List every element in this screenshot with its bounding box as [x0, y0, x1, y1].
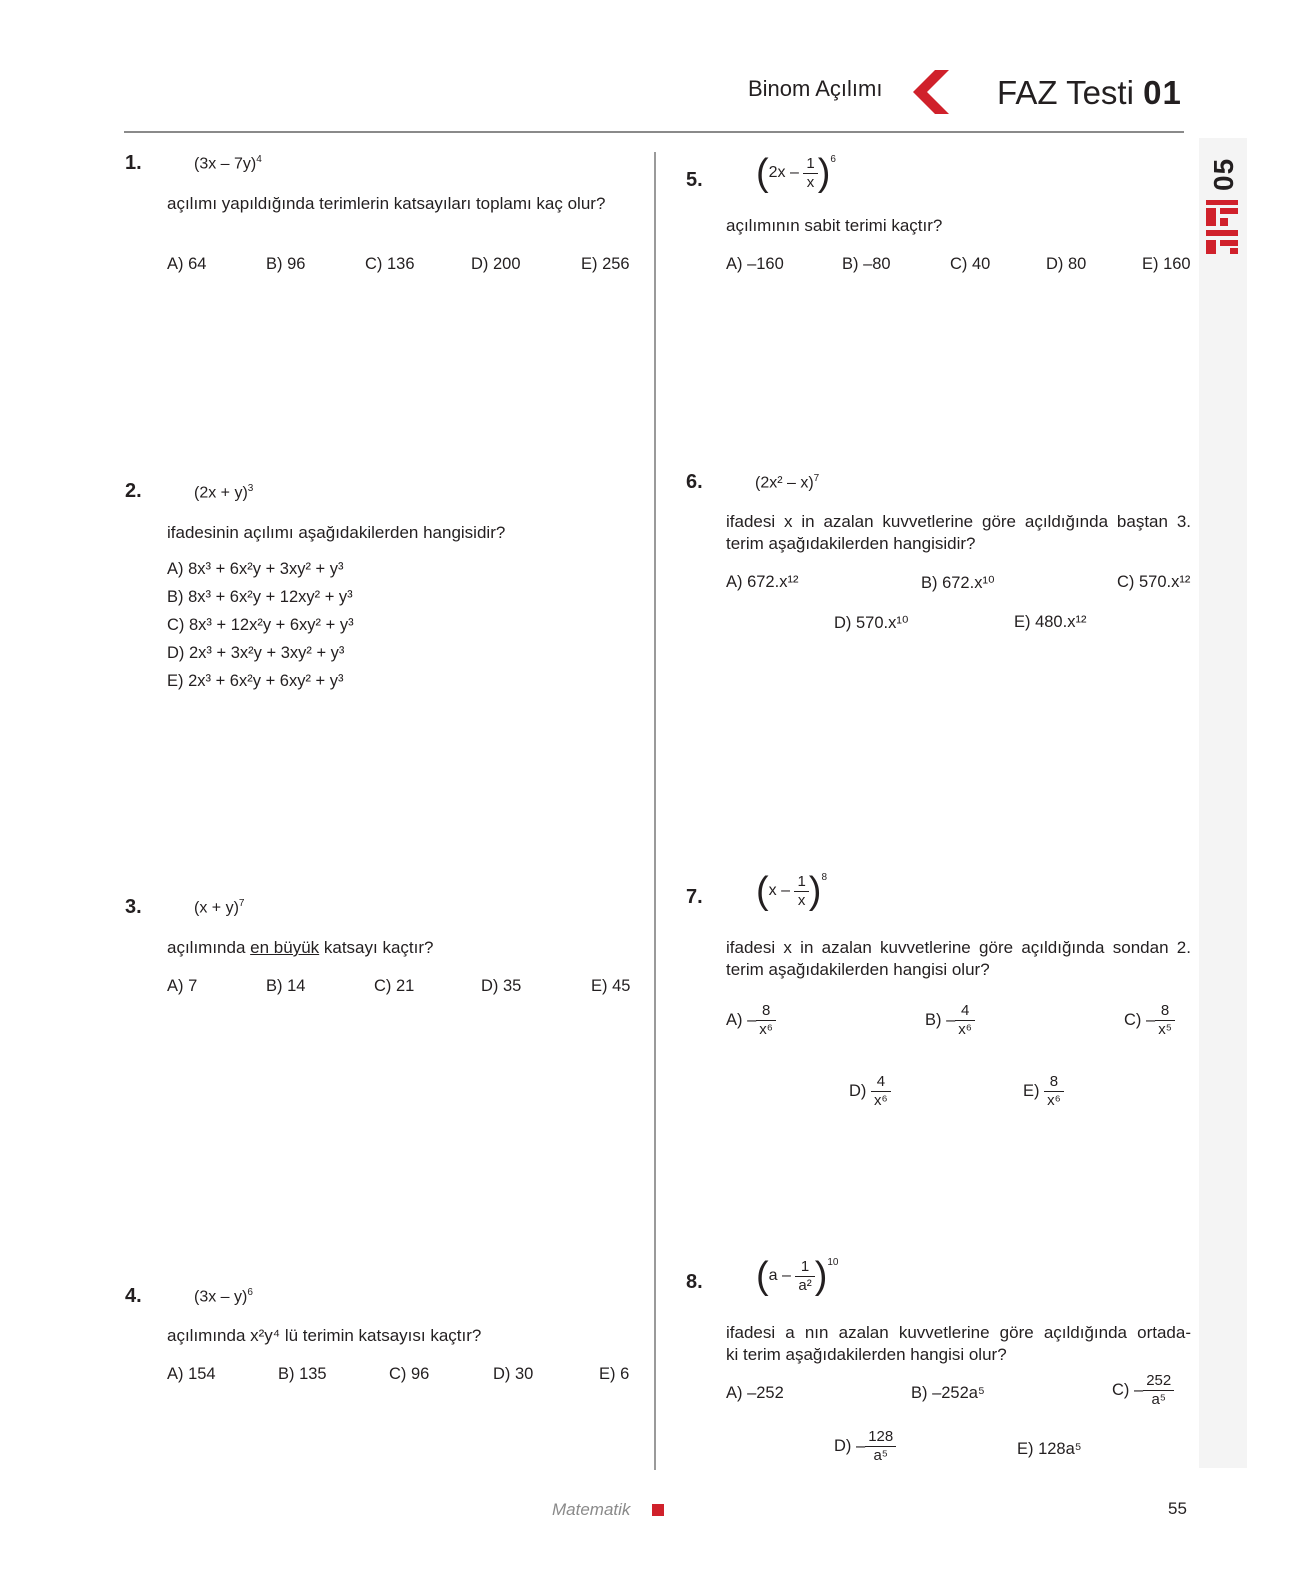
question-expression: [756, 1257, 838, 1295]
option-d[interactable]: D) 80: [1046, 255, 1087, 273]
option-b[interactable]: [925, 1002, 975, 1039]
expr-exponent: 7: [813, 473, 820, 484]
option-a[interactable]: A) 64: [167, 255, 207, 273]
question-number: 8.: [686, 1271, 703, 1293]
option-sign: –: [1134, 1380, 1144, 1399]
option-sign: –: [1146, 1010, 1156, 1029]
expr-exponent: 6: [830, 154, 836, 165]
option-b[interactable]: B) –252a⁵: [911, 1384, 985, 1402]
option-c[interactable]: C) 136: [365, 255, 415, 273]
option-fraction: [955, 1002, 975, 1039]
paren-close: ): [817, 152, 831, 194]
option-fraction: [756, 1002, 776, 1039]
fraction-denominator: a⁵: [1151, 1391, 1166, 1408]
question-number: 1.: [125, 152, 142, 174]
question-text-line-2: ki terim aşağıdakilerden hangisi olur?: [726, 1345, 1007, 1364]
option-b[interactable]: B) 672.x¹⁰: [921, 574, 995, 592]
question-text: açılımının sabit terimi kaçtır?: [726, 216, 943, 235]
question-text: [167, 937, 433, 959]
option-sign: –: [856, 1436, 866, 1455]
page-number: 55: [1168, 1499, 1187, 1518]
fraction-numerator: 128: [865, 1428, 896, 1447]
paren-close: ): [808, 870, 822, 912]
option-c[interactable]: C) 40: [950, 255, 991, 273]
option-sign: –: [747, 1010, 757, 1029]
fraction-denominator: x⁶: [1047, 1092, 1061, 1109]
expr-fraction: [803, 155, 817, 192]
expr-base: (x + y): [194, 899, 239, 917]
side-code-text: 05: [1208, 157, 1239, 191]
fraction-denominator: x: [797, 891, 806, 909]
question-expression: [756, 154, 836, 192]
question-text-emphasis: en büyük: [250, 938, 320, 957]
option-fraction: [865, 1428, 896, 1465]
option-fraction: [1155, 1002, 1175, 1039]
expr-base: (3x – 7y): [194, 155, 257, 173]
fraction-denominator: x⁶: [874, 1092, 888, 1109]
option-e[interactable]: E) 128a⁵: [1017, 1440, 1082, 1458]
option-d[interactable]: D) 570.x¹⁰: [834, 614, 909, 632]
topic-title: Binom Açılımı: [748, 76, 883, 101]
question-text-start: açılımında: [167, 938, 251, 957]
expr-left: x –: [768, 882, 790, 899]
question-text: ifadesinin açılımı aşağıdakilerden hangisidir?: [167, 523, 506, 542]
column-divider: [654, 152, 656, 1470]
footer-square-icon: [652, 1504, 664, 1516]
expr-base: (2x² – x): [755, 474, 814, 492]
question-expression: [755, 473, 819, 492]
question-number: 3.: [125, 896, 142, 918]
fraction-numerator: 8: [1155, 1002, 1175, 1021]
expr-exponent: 6: [247, 1287, 253, 1298]
fraction-numerator: 1: [794, 873, 808, 892]
fraction-denominator: x⁵: [1158, 1021, 1172, 1038]
question-expression: [194, 1287, 253, 1306]
expr-left: a –: [768, 1267, 791, 1284]
option-e[interactable]: E) 6: [599, 1365, 630, 1383]
question-expression: [194, 483, 253, 502]
question-number: 7.: [686, 886, 703, 908]
question-text-line-1: ifadesi a nın azalan kuvvetlerine göre açıldığında ortada-: [726, 1323, 1191, 1342]
expr-exponent: 4: [256, 154, 262, 165]
option-e[interactable]: E) 160: [1142, 255, 1191, 273]
expr-exponent: 10: [827, 1257, 839, 1268]
fraction-denominator: a²: [798, 1276, 812, 1294]
faz-logo-icon: [1206, 200, 1238, 254]
question-text: ifadesi x in azalan kuvvetlerine göre açıldığında baştan 3. terim aşağıdakilerden hangisidir?: [726, 512, 1191, 553]
fraction-denominator: a⁵: [873, 1447, 888, 1464]
option-label: D): [849, 1081, 867, 1100]
option-b[interactable]: B) 135: [278, 1365, 327, 1383]
option-d[interactable]: D) 35: [481, 977, 522, 995]
question-text: [726, 1322, 1191, 1366]
question-text: açılımında x²y⁴ lü terimin katsayısı kaçtır?: [167, 1326, 482, 1345]
option-d[interactable]: D) 2x³ + 3x²y + 3xy² + y³: [167, 644, 345, 662]
question-text-end: katsayı kaçtır?: [319, 938, 434, 957]
fraction-denominator: x⁶: [759, 1021, 773, 1038]
option-d[interactable]: [834, 1428, 896, 1465]
option-a[interactable]: A) 7: [167, 977, 198, 995]
fraction-numerator: 4: [871, 1073, 891, 1092]
expr-exponent: 3: [247, 483, 254, 494]
expr-fraction: [795, 1258, 814, 1295]
footer-subject: Matematik: [552, 1500, 631, 1519]
question-number: 6.: [686, 471, 703, 493]
option-e[interactable]: [1023, 1073, 1064, 1110]
option-c[interactable]: C) 21: [374, 977, 415, 995]
option-b[interactable]: B) 8x³ + 6x²y + 12xy² + y³: [167, 588, 353, 606]
question-number: 5.: [686, 169, 703, 191]
question-number: 2.: [125, 480, 142, 502]
option-fraction: [1044, 1073, 1064, 1110]
side-strip: [1199, 138, 1247, 1468]
option-b[interactable]: B) 14: [266, 977, 306, 995]
expr-base: (3x – y): [194, 1288, 248, 1306]
question-text: açılımı yapıldığında terimlerin katsayıları toplamı kaç olur?: [167, 194, 606, 213]
expr-exponent: 8: [821, 872, 828, 883]
fraction-numerator: 1: [795, 1258, 814, 1277]
option-e[interactable]: E) 45: [591, 977, 631, 995]
header-divider: [124, 131, 1184, 133]
paren-open: (: [756, 152, 769, 194]
fraction-numerator: 4: [955, 1002, 975, 1021]
fraction-numerator: 8: [756, 1002, 776, 1021]
fraction-numerator: 1: [803, 155, 817, 174]
option-c[interactable]: [1112, 1372, 1174, 1409]
option-a[interactable]: A) 154: [167, 1365, 216, 1383]
option-a[interactable]: A) –252: [726, 1384, 784, 1402]
side-code: [1208, 145, 1238, 195]
question-expression: [194, 154, 262, 173]
question-expression: [194, 898, 244, 917]
option-a[interactable]: A) –160: [726, 255, 784, 273]
test-number: 01: [1143, 74, 1182, 111]
option-label: C): [1112, 1380, 1130, 1399]
option-fraction: [871, 1073, 891, 1110]
option-c[interactable]: C) 96: [389, 1365, 430, 1383]
option-a[interactable]: A) 8x³ + 6x²y + 3xy² + y³: [167, 560, 344, 578]
option-sign: –: [946, 1010, 956, 1029]
question-expression: [756, 872, 827, 910]
fraction-numerator: 8: [1044, 1073, 1064, 1092]
option-a[interactable]: A) 672.x¹²: [726, 573, 799, 591]
paren-open: (: [756, 1255, 769, 1297]
chevron-left-icon: [905, 69, 951, 115]
option-c[interactable]: C) 570.x¹²: [1117, 573, 1191, 591]
question-text: ifadesi x in azalan kuvvetlerine göre açıldığında sondan 2. terim aşağıdakilerden hangisi olur?: [726, 938, 1191, 979]
option-list: [167, 560, 354, 699]
expr-fraction: [794, 873, 808, 910]
expr-exponent: 7: [238, 898, 245, 909]
option-label: B): [925, 1010, 942, 1029]
fraction-denominator: x: [806, 173, 815, 191]
option-b[interactable]: B) 96: [266, 255, 306, 273]
option-fraction: [1143, 1372, 1174, 1409]
option-label: C): [1124, 1010, 1142, 1029]
test-title-text: FAZ Testi: [997, 74, 1134, 111]
paren-close: ): [814, 1255, 828, 1297]
option-d[interactable]: [849, 1073, 891, 1110]
option-d[interactable]: D) 200: [471, 255, 521, 273]
option-b[interactable]: B) –80: [842, 255, 891, 273]
paren-open: (: [756, 870, 769, 912]
option-e[interactable]: E) 256: [581, 255, 630, 273]
option-e[interactable]: E) 480.x¹²: [1014, 613, 1087, 631]
option-c[interactable]: C) 8x³ + 12x²y + 6xy² + y³: [167, 616, 354, 634]
fraction-numerator: 252: [1143, 1372, 1174, 1391]
expr-left: 2x –: [768, 164, 799, 181]
option-label: E): [1023, 1081, 1040, 1100]
option-label: A): [726, 1010, 743, 1029]
fraction-denominator: x⁶: [958, 1021, 972, 1038]
expr-base: (2x + y): [194, 484, 248, 502]
option-c[interactable]: [1124, 1002, 1175, 1039]
option-e[interactable]: E) 2x³ + 6x²y + 6xy² + y³: [167, 672, 344, 690]
option-a[interactable]: [726, 1002, 776, 1039]
question-number: 4.: [125, 1285, 142, 1307]
option-d[interactable]: D) 30: [493, 1365, 534, 1383]
option-label: D): [834, 1436, 852, 1455]
test-title: [997, 74, 1182, 112]
